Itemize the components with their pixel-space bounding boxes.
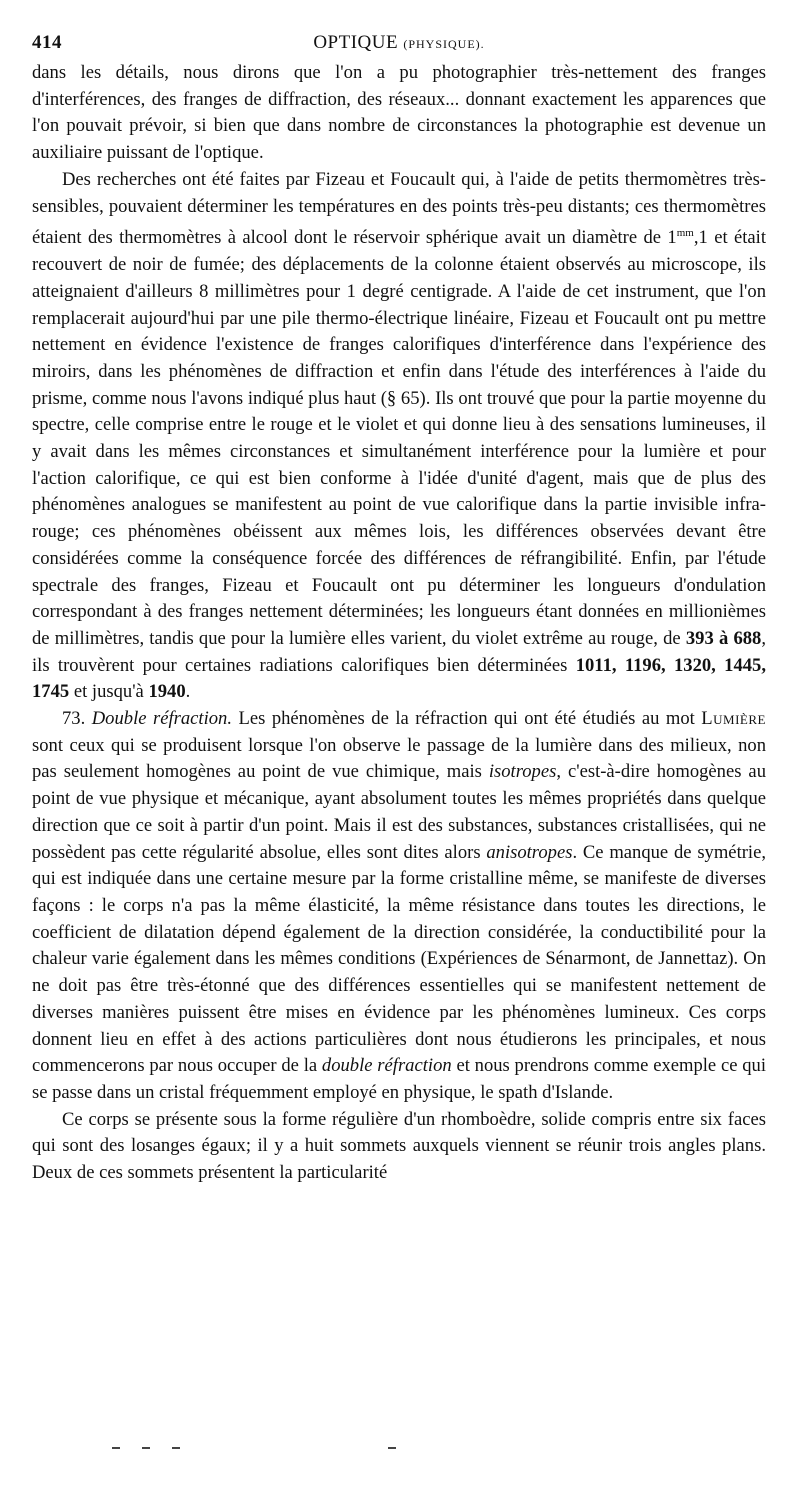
paragraph-rhombohedron: Ce corps se présente sous la forme régulière d'un rhomboèdre, solide compris entre six faces qui sont des losanges égaux; il y a huit sommets auxquels viennent se réunir trois angles plans. Deux de ces sommets présentent la particularité: [32, 1108, 766, 1184]
text-run: . Ce manque de symétrie, qui est indiquée dans une certaine mesure par la forme cristalline même, se manifeste de diverses façons : le corps n'a pas la même élasticité, la même résistance dans toutes les directions, le coefficient de dilatation dépend également de la direction considérée, la conductibilité pour la chaleur varie également dans les mêmes conditions (Expériences de Sénarmont, de Jannettaz). On ne doit pas être très-étonné que des différences essentielles qui se manifestent nettement de diverses manières puissent être mises en évidence par les phénomènes lumineux. Ces corps donnent lieu en effet à des actions particulières dont nous étudierons les principales, et nous commencerons par nous occuper de la: [32, 841, 766, 1077]
paragraph-double-refraction: [32, 706, 766, 1107]
text-run: et nous prendrons comme exemple ce qui se passe dans un cristal fréquemment employé en physique, le spath d'Islande.: [32, 1055, 767, 1103]
running-title-main: OPTIQUE: [313, 32, 399, 53]
running-header: [32, 30, 766, 60]
text-run: .: [185, 681, 191, 703]
wavelength-range: 393 à 688: [685, 627, 762, 649]
dash-mark: [172, 1447, 180, 1449]
page-number: 414: [32, 32, 62, 53]
text-run: , c'est-à-dire homogènes au point de vue physique et mécanique, ayant absolument toutes les mêmes propriétés dans quelque direction que ce soit à partir d'un point. Mais il est des substances, substances cristallisées, qui ne possèdent pas cette régularité absolue, elles sont dites alors: [32, 761, 766, 863]
text-run: Les phénomènes de la réfraction qui ont été étudiés au mot: [232, 708, 702, 730]
superscript-mm: mm: [676, 227, 694, 240]
term-anisotropes: anisotropes: [486, 841, 573, 863]
wavelength-values: 1011, 1196, 1320, 1445, 1745: [32, 654, 766, 703]
dash-mark: [142, 1447, 150, 1449]
dash-mark: [388, 1447, 396, 1449]
running-title-sub: (PHYSIQUE).: [403, 37, 485, 51]
text-run: , ils trouvèrent pour certaines radiations calorifiques bien déterminées: [32, 627, 766, 676]
footer-marks: [112, 1447, 412, 1453]
paragraph-fizeau-foucault: [32, 167, 766, 706]
term-isotropes: isotropes: [488, 761, 557, 783]
text-run: sont ceux qui se produisent lorsque l'on observe le passage de la lumière dans des milieux, non pas seulement homogènes au point de vue chimique, mais: [32, 734, 766, 783]
text-run: Des recherches ont été faites par Fizeau et Foucault qui, à l'aide de petits thermomètres très-sensibles, pouvaient déterminer les températures en des points très-peu distants; ces thermomètres étaient des thermomètres à alcool dont le réservoir sphérique avait un diamètre de 1: [32, 168, 766, 249]
paragraph-photography: dans les détails, nous dirons que l'on a pu photographier très-nettement des franges d'interférences, des franges de diffraction, des réseaux... donnant exactement les apparences que l'on pouvait prévoir, si bien que dans nombre de circonstances la photographie est devenue un auxiliaire puissant de l'optique.: [32, 62, 766, 164]
text-run: ,1 et était recouvert de noir de fumée; des déplacements de la colonne étaient observés au microscope, ils atteignaient d'ailleurs 8 millimètres pour 1 degré centigrade. A l'aide de cet instrument, que l'on remplacerait aujourd'hui par une pile thermo-électrique linéaire, Fizeau et Foucault ont pu mettre nettement en évidence l'existence de franges calorifiques d'interférence dans l'expérience des miroirs, dans les phénomènes de diffraction et enfin dans l'étude des interférences à l'aide du prisme, comme nous l'avons indiqué plus haut (§ 65). Ils ont trouvé que pour la partie moyenne du spectre, celle comprise entre le rouge et le violet et qui donne lieu à des sensations lumineuses, il y avait dans les mêmes circonstances et simultanément interférence pour la lumière et pour l'action calorifique, ce qui est bien conforme à l'idée d'unité d'agent, mais que de plus des phénomènes analogues se manifestent au point de vue calorifique dans la partie invisible infra-rouge; ces phénomènes obéissent aux mêmes lois, les différences observées devant être considérées comme la conséquence forcée des différences de réfrangibilité. Enfin, par l'étude spectrale des franges, Fizeau et Foucault ont pu déterminer les longueurs d'ondulation correspondant à des franges nettement déterminées; les longueurs étant données en millionièmes de millimètres, tandis que pour la lumière elles varient, du violet extrême au rouge, de: [32, 227, 766, 649]
section-number: 73.: [62, 708, 86, 730]
page: [32, 30, 766, 1187]
dash-mark: [112, 1447, 120, 1449]
section-title: Double réfraction.: [91, 708, 232, 730]
text-run: et jusqu'à: [69, 681, 149, 703]
term-double-refraction: double réfraction: [321, 1055, 452, 1077]
running-title: [32, 32, 766, 54]
wavelength-last: 1940: [148, 681, 186, 703]
cross-reference: Lumière: [701, 708, 766, 730]
